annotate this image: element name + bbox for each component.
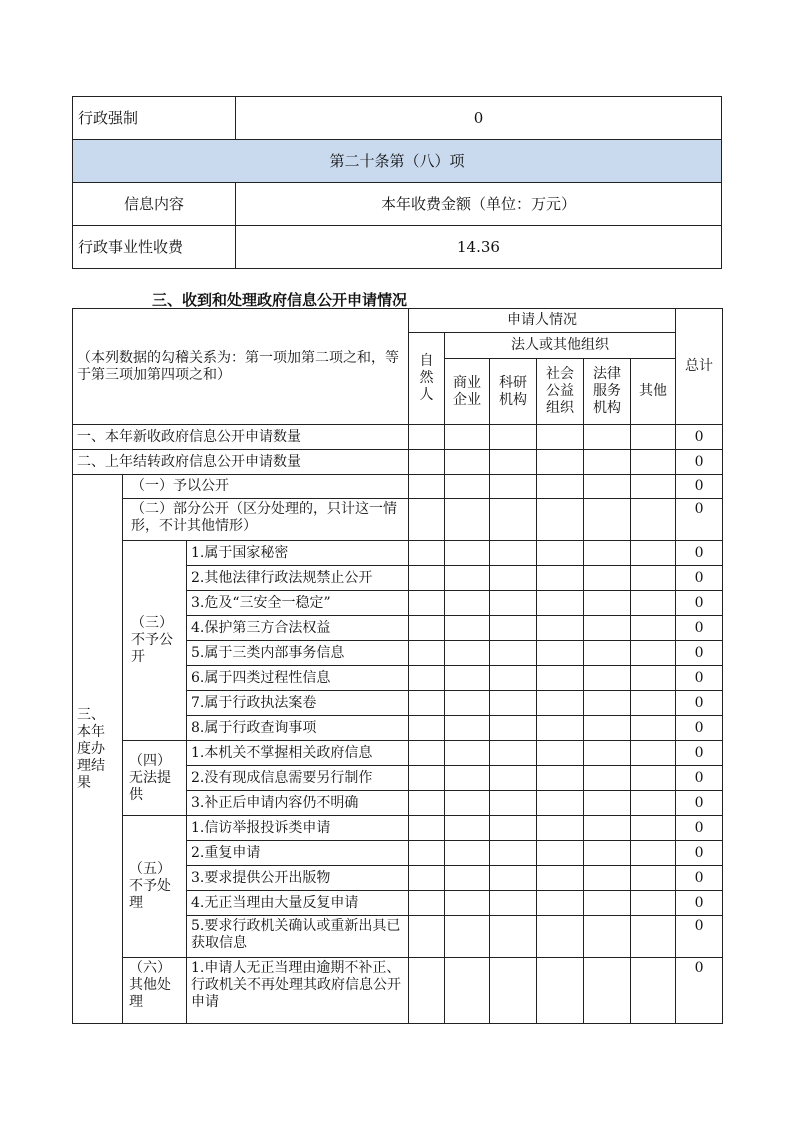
info-content-header: 信息内容 <box>73 183 236 226</box>
empty-cell <box>445 691 490 716</box>
row-label: 1.本机关不掌握相关政府信息 <box>187 741 409 766</box>
empty-cell <box>584 916 631 958</box>
row-label: 3.危及“三安全一稳定” <box>187 591 409 616</box>
empty-cell <box>409 666 445 691</box>
empty-cell <box>445 499 490 541</box>
empty-cell <box>537 766 584 791</box>
empty-cell <box>490 716 537 741</box>
empty-cell <box>490 841 537 866</box>
empty-cell <box>631 916 676 958</box>
table-row <box>73 450 723 475</box>
row-label: 行政事业性收费 <box>73 226 236 269</box>
row-label: 4.保护第三方合法权益 <box>187 616 409 641</box>
row-label: 3.要求提供公开出版物 <box>187 866 409 891</box>
empty-cell <box>584 766 631 791</box>
total-cell: 0 <box>676 766 723 791</box>
section-band-row <box>73 140 722 183</box>
empty-cell <box>584 616 631 641</box>
row-label: 3.补正后申请内容仍不明确 <box>187 791 409 816</box>
empty-cell <box>445 741 490 766</box>
legal-header: 法人或其他组织 <box>445 333 676 359</box>
row-label: 2.没有现成信息需要另行制作 <box>187 766 409 791</box>
business-header: 商业企业 <box>445 359 490 425</box>
empty-cell <box>409 791 445 816</box>
row-label: 6.属于四类过程性信息 <box>187 666 409 691</box>
empty-cell <box>631 425 676 450</box>
empty-cell <box>490 450 537 475</box>
empty-cell <box>537 841 584 866</box>
empty-cell <box>631 499 676 541</box>
empty-cell <box>445 450 490 475</box>
empty-cell <box>445 616 490 641</box>
row-label: 1.属于国家秘密 <box>187 541 409 566</box>
empty-cell <box>631 958 676 1024</box>
empty-cell <box>490 566 537 591</box>
empty-cell <box>631 616 676 641</box>
other-header: 其他 <box>631 359 676 425</box>
empty-cell <box>490 741 537 766</box>
empty-cell <box>584 499 631 541</box>
empty-cell <box>490 816 537 841</box>
empty-cell <box>490 475 537 499</box>
empty-cell <box>584 666 631 691</box>
category-label: （四）无法提供 <box>123 741 187 816</box>
empty-cell <box>445 566 490 591</box>
empty-cell <box>537 816 584 841</box>
applicant-header: 申请人情况 <box>409 309 676 333</box>
row-label: 5.要求行政机关确认或重新出具已获取信息 <box>187 916 409 958</box>
table-header-row <box>73 309 723 333</box>
table-row <box>73 425 723 450</box>
empty-cell <box>490 641 537 666</box>
table-row <box>73 475 723 499</box>
total-cell: 0 <box>676 741 723 766</box>
total-header: 总计 <box>676 309 723 425</box>
empty-cell <box>537 425 584 450</box>
empty-cell <box>631 791 676 816</box>
empty-cell <box>584 566 631 591</box>
empty-cell <box>445 591 490 616</box>
empty-cell <box>445 716 490 741</box>
fee-amount-header: 本年收费金额（单位：万元） <box>236 183 722 226</box>
empty-cell <box>584 425 631 450</box>
empty-cell <box>631 716 676 741</box>
row-label: 2.重复申请 <box>187 841 409 866</box>
empty-cell <box>445 641 490 666</box>
table-row <box>73 541 723 566</box>
empty-cell <box>631 566 676 591</box>
empty-cell <box>537 741 584 766</box>
row-label: 2.其他法律行政法规禁止公开 <box>187 566 409 591</box>
table-row <box>73 816 723 841</box>
empty-cell <box>537 958 584 1024</box>
empty-cell <box>445 816 490 841</box>
empty-cell <box>490 591 537 616</box>
row-label: 1.申请人无正当理由逾期不补正、行政机关不再处理其政府信息公开申请 <box>187 958 409 1024</box>
empty-cell <box>490 666 537 691</box>
empty-cell <box>537 666 584 691</box>
empty-cell <box>409 741 445 766</box>
natural-person-header: 自然人 <box>409 333 445 425</box>
empty-cell <box>409 716 445 741</box>
row-label: 1.信访举报投诉类申请 <box>187 816 409 841</box>
table-row <box>73 226 722 269</box>
total-cell: 0 <box>676 816 723 841</box>
empty-cell <box>445 891 490 916</box>
empty-cell <box>584 541 631 566</box>
row-label: 二、上年结转政府信息公开申请数量 <box>73 450 409 475</box>
empty-cell <box>537 541 584 566</box>
total-cell: 0 <box>676 691 723 716</box>
row-value: 0 <box>236 97 722 140</box>
empty-cell <box>537 891 584 916</box>
empty-cell <box>409 641 445 666</box>
empty-cell <box>537 641 584 666</box>
empty-cell <box>584 475 631 499</box>
legal-service-header: 法律服务机构 <box>584 359 631 425</box>
empty-cell <box>490 891 537 916</box>
empty-cell <box>409 475 445 499</box>
total-cell: 0 <box>676 499 723 541</box>
total-cell: 0 <box>676 616 723 641</box>
empty-cell <box>445 916 490 958</box>
empty-cell <box>409 616 445 641</box>
empty-cell <box>584 841 631 866</box>
empty-cell <box>584 891 631 916</box>
row-label: 8.属于行政查询事项 <box>187 716 409 741</box>
empty-cell <box>409 425 445 450</box>
empty-cell <box>537 450 584 475</box>
empty-cell <box>445 766 490 791</box>
empty-cell <box>445 425 490 450</box>
row-label: （二）部分公开（区分处理的，只计这一情形，不计其他情形） <box>123 499 409 541</box>
empty-cell <box>409 766 445 791</box>
empty-cell <box>584 450 631 475</box>
section-title: 三、收到和处理政府信息公开申请情况 <box>152 291 408 309</box>
empty-cell <box>409 816 445 841</box>
empty-cell <box>409 841 445 866</box>
empty-cell <box>409 691 445 716</box>
table-row <box>73 958 723 1024</box>
results-label: 三、本年度办理结果 <box>73 475 123 1024</box>
public-welfare-header: 社会公益组织 <box>537 359 584 425</box>
fee-table <box>72 96 722 269</box>
empty-cell <box>537 566 584 591</box>
empty-cell <box>490 691 537 716</box>
total-cell: 0 <box>676 866 723 891</box>
row-label: 7.属于行政执法案卷 <box>187 691 409 716</box>
total-cell: 0 <box>676 916 723 958</box>
empty-cell <box>584 958 631 1024</box>
empty-cell <box>445 958 490 1024</box>
empty-cell <box>409 566 445 591</box>
category-label: （五）不予处理 <box>123 816 187 958</box>
total-cell: 0 <box>676 425 723 450</box>
total-cell: 0 <box>676 566 723 591</box>
empty-cell <box>537 499 584 541</box>
empty-cell <box>490 791 537 816</box>
empty-cell <box>584 741 631 766</box>
row-label: 一、本年新收政府信息公开申请数量 <box>73 425 409 450</box>
empty-cell <box>631 766 676 791</box>
empty-cell <box>631 741 676 766</box>
table-row <box>73 499 723 541</box>
category-label: （三）不予公开 <box>123 541 187 741</box>
total-cell: 0 <box>676 958 723 1024</box>
empty-cell <box>490 616 537 641</box>
header-row <box>73 183 722 226</box>
empty-cell <box>584 591 631 616</box>
total-cell: 0 <box>676 641 723 666</box>
empty-cell <box>537 616 584 641</box>
empty-cell <box>490 916 537 958</box>
empty-cell <box>445 866 490 891</box>
row-label: （一）予以公开 <box>123 475 409 499</box>
empty-cell <box>584 691 631 716</box>
empty-cell <box>537 916 584 958</box>
total-cell: 0 <box>676 891 723 916</box>
empty-cell <box>409 591 445 616</box>
empty-cell <box>537 866 584 891</box>
empty-cell <box>409 866 445 891</box>
empty-cell <box>631 591 676 616</box>
empty-cell <box>445 475 490 499</box>
research-header: 科研机构 <box>490 359 537 425</box>
empty-cell <box>631 691 676 716</box>
empty-cell <box>631 841 676 866</box>
empty-cell <box>409 891 445 916</box>
empty-cell <box>409 958 445 1024</box>
empty-cell <box>409 450 445 475</box>
total-cell: 0 <box>676 716 723 741</box>
empty-cell <box>490 499 537 541</box>
total-cell: 0 <box>676 475 723 499</box>
empty-cell <box>631 541 676 566</box>
empty-cell <box>631 666 676 691</box>
empty-cell <box>490 766 537 791</box>
table-row <box>73 97 722 140</box>
note-cell: （本列数据的勾稽关系为：第一项加第二项之和，等于第三项加第四项之和） <box>73 309 409 425</box>
empty-cell <box>537 791 584 816</box>
empty-cell <box>490 541 537 566</box>
empty-cell <box>490 866 537 891</box>
empty-cell <box>631 641 676 666</box>
empty-cell <box>631 891 676 916</box>
total-cell: 0 <box>676 791 723 816</box>
table-row <box>73 741 723 766</box>
empty-cell <box>445 541 490 566</box>
empty-cell <box>537 591 584 616</box>
empty-cell <box>631 866 676 891</box>
empty-cell <box>537 475 584 499</box>
total-cell: 0 <box>676 450 723 475</box>
empty-cell <box>409 541 445 566</box>
row-label: 行政强制 <box>73 97 236 140</box>
category-label: （六）其他处理 <box>123 958 187 1024</box>
article-band: 第二十条第（八）项 <box>73 140 722 183</box>
empty-cell <box>490 425 537 450</box>
empty-cell <box>537 716 584 741</box>
empty-cell <box>409 916 445 958</box>
total-cell: 0 <box>676 591 723 616</box>
empty-cell <box>490 958 537 1024</box>
empty-cell <box>445 666 490 691</box>
row-value: 14.36 <box>236 226 722 269</box>
empty-cell <box>631 475 676 499</box>
empty-cell <box>445 791 490 816</box>
row-label: 5.属于三类内部事务信息 <box>187 641 409 666</box>
total-cell: 0 <box>676 541 723 566</box>
empty-cell <box>584 716 631 741</box>
empty-cell <box>584 791 631 816</box>
empty-cell <box>445 841 490 866</box>
empty-cell <box>584 866 631 891</box>
total-cell: 0 <box>676 666 723 691</box>
empty-cell <box>584 816 631 841</box>
request-table <box>72 308 723 1024</box>
row-label: 4.无正当理由大量反复申请 <box>187 891 409 916</box>
empty-cell <box>631 450 676 475</box>
empty-cell <box>631 816 676 841</box>
total-cell: 0 <box>676 841 723 866</box>
empty-cell <box>537 691 584 716</box>
empty-cell <box>584 641 631 666</box>
empty-cell <box>409 499 445 541</box>
